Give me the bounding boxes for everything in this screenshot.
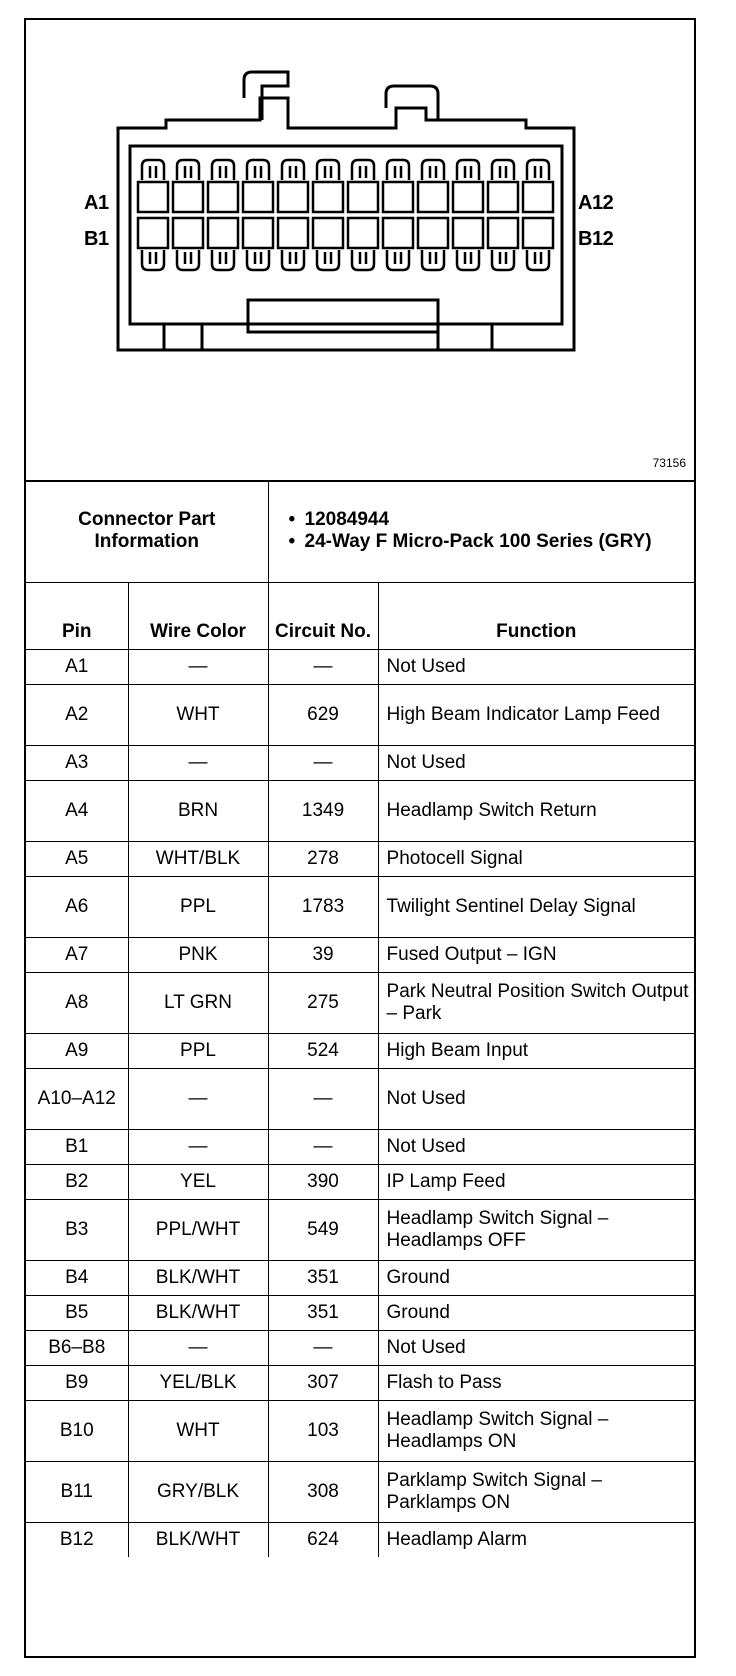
function-cell: Not Used — [378, 1069, 694, 1130]
table-row — [26, 1331, 694, 1366]
pin-cell: B4 — [26, 1261, 128, 1296]
pin-cell: B10 — [26, 1401, 128, 1462]
wire-color-cell: — — [128, 746, 268, 781]
terminal-tab-bottom — [527, 250, 549, 270]
wire-color-cell: YEL/BLK — [128, 1366, 268, 1401]
pin-cell: B11 — [26, 1462, 128, 1523]
cavity-b — [173, 218, 203, 248]
table-row — [26, 1165, 694, 1200]
pin-cell: A3 — [26, 746, 128, 781]
circuit-cell: 1349 — [268, 781, 378, 842]
terminal-tab-top — [142, 160, 164, 180]
wire-color-cell: BRN — [128, 781, 268, 842]
cavity-a — [523, 182, 553, 212]
pin-cell: A8 — [26, 973, 128, 1034]
function-cell: Ground — [378, 1296, 694, 1331]
cavity-b — [313, 218, 343, 248]
wire-color-cell: PPL — [128, 1034, 268, 1069]
cavity-b — [348, 218, 378, 248]
pin-cell: B12 — [26, 1523, 128, 1558]
cavity-b — [383, 218, 413, 248]
header-pin: Pin — [26, 583, 128, 650]
table-row — [26, 938, 694, 973]
function-cell: Headlamp Switch Return — [378, 781, 694, 842]
header-wire-color: Wire Color — [128, 583, 268, 650]
cavity-b — [243, 218, 273, 248]
pin-cell: B5 — [26, 1296, 128, 1331]
table-row — [26, 1200, 694, 1261]
wire-color-cell: — — [128, 1069, 268, 1130]
wire-color-cell: PNK — [128, 938, 268, 973]
wire-color-cell: LT GRN — [128, 973, 268, 1034]
function-cell: Twilight Sentinel Delay Signal — [378, 877, 694, 938]
cavity-a — [243, 182, 273, 212]
label-a12: A12 — [578, 192, 614, 214]
function-cell: Not Used — [378, 746, 694, 781]
table-row — [26, 973, 694, 1034]
circuit-cell: — — [268, 746, 378, 781]
function-cell: IP Lamp Feed — [378, 1165, 694, 1200]
connector-info-row — [26, 480, 694, 583]
table-row — [26, 746, 694, 781]
pin-cell: B1 — [26, 1130, 128, 1165]
circuit-cell: 39 — [268, 938, 378, 973]
pin-cell: A2 — [26, 685, 128, 746]
header-circuit: Circuit No. — [268, 583, 378, 650]
table-row — [26, 1130, 694, 1165]
circuit-cell: — — [268, 1130, 378, 1165]
terminal-tab-top — [492, 160, 514, 180]
connector-description: • 24-Way F Micro-Pack 100 Series (GRY) — [305, 531, 691, 553]
pin-cell: A1 — [26, 650, 128, 685]
cavity-b — [488, 218, 518, 248]
function-cell: Not Used — [378, 1331, 694, 1366]
label-b1: B1 — [84, 228, 109, 250]
terminal-tab-top — [457, 160, 479, 180]
cavity-a — [278, 182, 308, 212]
terminal-tab-top — [282, 160, 304, 180]
pin-cell: A7 — [26, 938, 128, 973]
pin-cell: A6 — [26, 877, 128, 938]
wire-color-cell: BLK/WHT — [128, 1296, 268, 1331]
cavity-b — [278, 218, 308, 248]
wire-color-cell: — — [128, 1331, 268, 1366]
cavity-b — [418, 218, 448, 248]
cavity-b — [453, 218, 483, 248]
connector-part-info — [268, 480, 694, 583]
terminal-tab-bottom — [387, 250, 409, 270]
terminal-tab-bottom — [352, 250, 374, 270]
circuit-cell: 308 — [268, 1462, 378, 1523]
pin-cell: B6–B8 — [26, 1331, 128, 1366]
circuit-cell: 307 — [268, 1366, 378, 1401]
function-cell: Parklamp Switch Signal – Parklamps ON — [378, 1462, 694, 1523]
terminal-tab-top — [212, 160, 234, 180]
function-cell: High Beam Indicator Lamp Feed — [378, 685, 694, 746]
pin-cell: A4 — [26, 781, 128, 842]
cavity-a — [488, 182, 518, 212]
header-row — [26, 583, 694, 650]
cavity-a — [138, 182, 168, 212]
terminal-tab-top — [527, 160, 549, 180]
circuit-cell: 549 — [268, 1200, 378, 1261]
pin-cell: A5 — [26, 842, 128, 877]
circuit-cell: 351 — [268, 1296, 378, 1331]
cavity-b — [523, 218, 553, 248]
function-cell: Headlamp Switch Signal – Headlamps OFF — [378, 1200, 694, 1261]
connector-figure — [26, 20, 694, 482]
circuit-cell: — — [268, 1331, 378, 1366]
terminal-tab-top — [247, 160, 269, 180]
cavity-a — [418, 182, 448, 212]
circuit-cell: 390 — [268, 1165, 378, 1200]
connector-part-label: Connector Part Information — [26, 480, 268, 583]
wire-color-cell: YEL — [128, 1165, 268, 1200]
connector-sheet — [24, 18, 696, 1658]
circuit-cell: 275 — [268, 973, 378, 1034]
table-row — [26, 1523, 694, 1558]
wire-color-cell: BLK/WHT — [128, 1523, 268, 1558]
function-cell: High Beam Input — [378, 1034, 694, 1069]
table-row — [26, 842, 694, 877]
cavity-b — [208, 218, 238, 248]
wire-color-cell: WHT/BLK — [128, 842, 268, 877]
terminal-tab-top — [422, 160, 444, 180]
circuit-cell: 629 — [268, 685, 378, 746]
table-row — [26, 1462, 694, 1523]
function-cell: Park Neutral Position Switch Output – Park — [378, 973, 694, 1034]
table-row — [26, 1366, 694, 1401]
table-row — [26, 650, 694, 685]
cavity-a — [313, 182, 343, 212]
circuit-cell: — — [268, 650, 378, 685]
circuit-cell: 1783 — [268, 877, 378, 938]
connector-part-number: • 12084944 — [305, 509, 691, 531]
terminal-tab-bottom — [457, 250, 479, 270]
table-row — [26, 1296, 694, 1331]
circuit-cell: 524 — [268, 1034, 378, 1069]
wire-color-cell: BLK/WHT — [128, 1261, 268, 1296]
terminal-tab-top — [387, 160, 409, 180]
table-row — [26, 781, 694, 842]
wire-color-cell: GRY/BLK — [128, 1462, 268, 1523]
terminal-tab-bottom — [247, 250, 269, 270]
terminal-tab-bottom — [317, 250, 339, 270]
table-row — [26, 1034, 694, 1069]
pin-cell: A10–A12 — [26, 1069, 128, 1130]
table-row — [26, 877, 694, 938]
pin-cell: B9 — [26, 1366, 128, 1401]
wire-color-cell: — — [128, 1130, 268, 1165]
function-cell: Fused Output – IGN — [378, 938, 694, 973]
terminal-tab-bottom — [212, 250, 234, 270]
table-row — [26, 1069, 694, 1130]
pin-cell: A9 — [26, 1034, 128, 1069]
terminal-tab-bottom — [142, 250, 164, 270]
wire-color-cell: PPL/WHT — [128, 1200, 268, 1261]
pinout-table — [26, 480, 694, 1557]
cavity-a — [453, 182, 483, 212]
wire-color-cell: — — [128, 650, 268, 685]
circuit-cell: 278 — [268, 842, 378, 877]
cavity-a — [348, 182, 378, 212]
cavity-a — [208, 182, 238, 212]
circuit-cell: 103 — [268, 1401, 378, 1462]
function-cell: Headlamp Switch Signal – Headlamps ON — [378, 1401, 694, 1462]
function-cell: Flash to Pass — [378, 1366, 694, 1401]
circuit-cell: 351 — [268, 1261, 378, 1296]
function-cell: Headlamp Alarm — [378, 1523, 694, 1558]
function-cell: Ground — [378, 1261, 694, 1296]
figure-id: 73156 — [652, 456, 686, 470]
label-b12: B12 — [578, 228, 614, 250]
terminal-tab-bottom — [177, 250, 199, 270]
cavity-a — [173, 182, 203, 212]
terminal-tab-top — [352, 160, 374, 180]
terminal-tab-top — [177, 160, 199, 180]
circuit-cell: 624 — [268, 1523, 378, 1558]
table-row — [26, 1401, 694, 1462]
terminal-tab-bottom — [492, 250, 514, 270]
function-cell: Not Used — [378, 650, 694, 685]
pin-cell: B2 — [26, 1165, 128, 1200]
header-function: Function — [378, 583, 694, 650]
label-a1: A1 — [84, 192, 109, 214]
pin-cell: B3 — [26, 1200, 128, 1261]
wire-color-cell: WHT — [128, 1401, 268, 1462]
wire-color-cell: PPL — [128, 877, 268, 938]
terminal-tab-bottom — [282, 250, 304, 270]
function-cell: Not Used — [378, 1130, 694, 1165]
cavity-b — [138, 218, 168, 248]
table-row — [26, 1261, 694, 1296]
circuit-cell: — — [268, 1069, 378, 1130]
terminal-tab-bottom — [422, 250, 444, 270]
terminal-tab-top — [317, 160, 339, 180]
cavity-a — [383, 182, 413, 212]
table-row — [26, 685, 694, 746]
function-cell: Photocell Signal — [378, 842, 694, 877]
wire-color-cell: WHT — [128, 685, 268, 746]
